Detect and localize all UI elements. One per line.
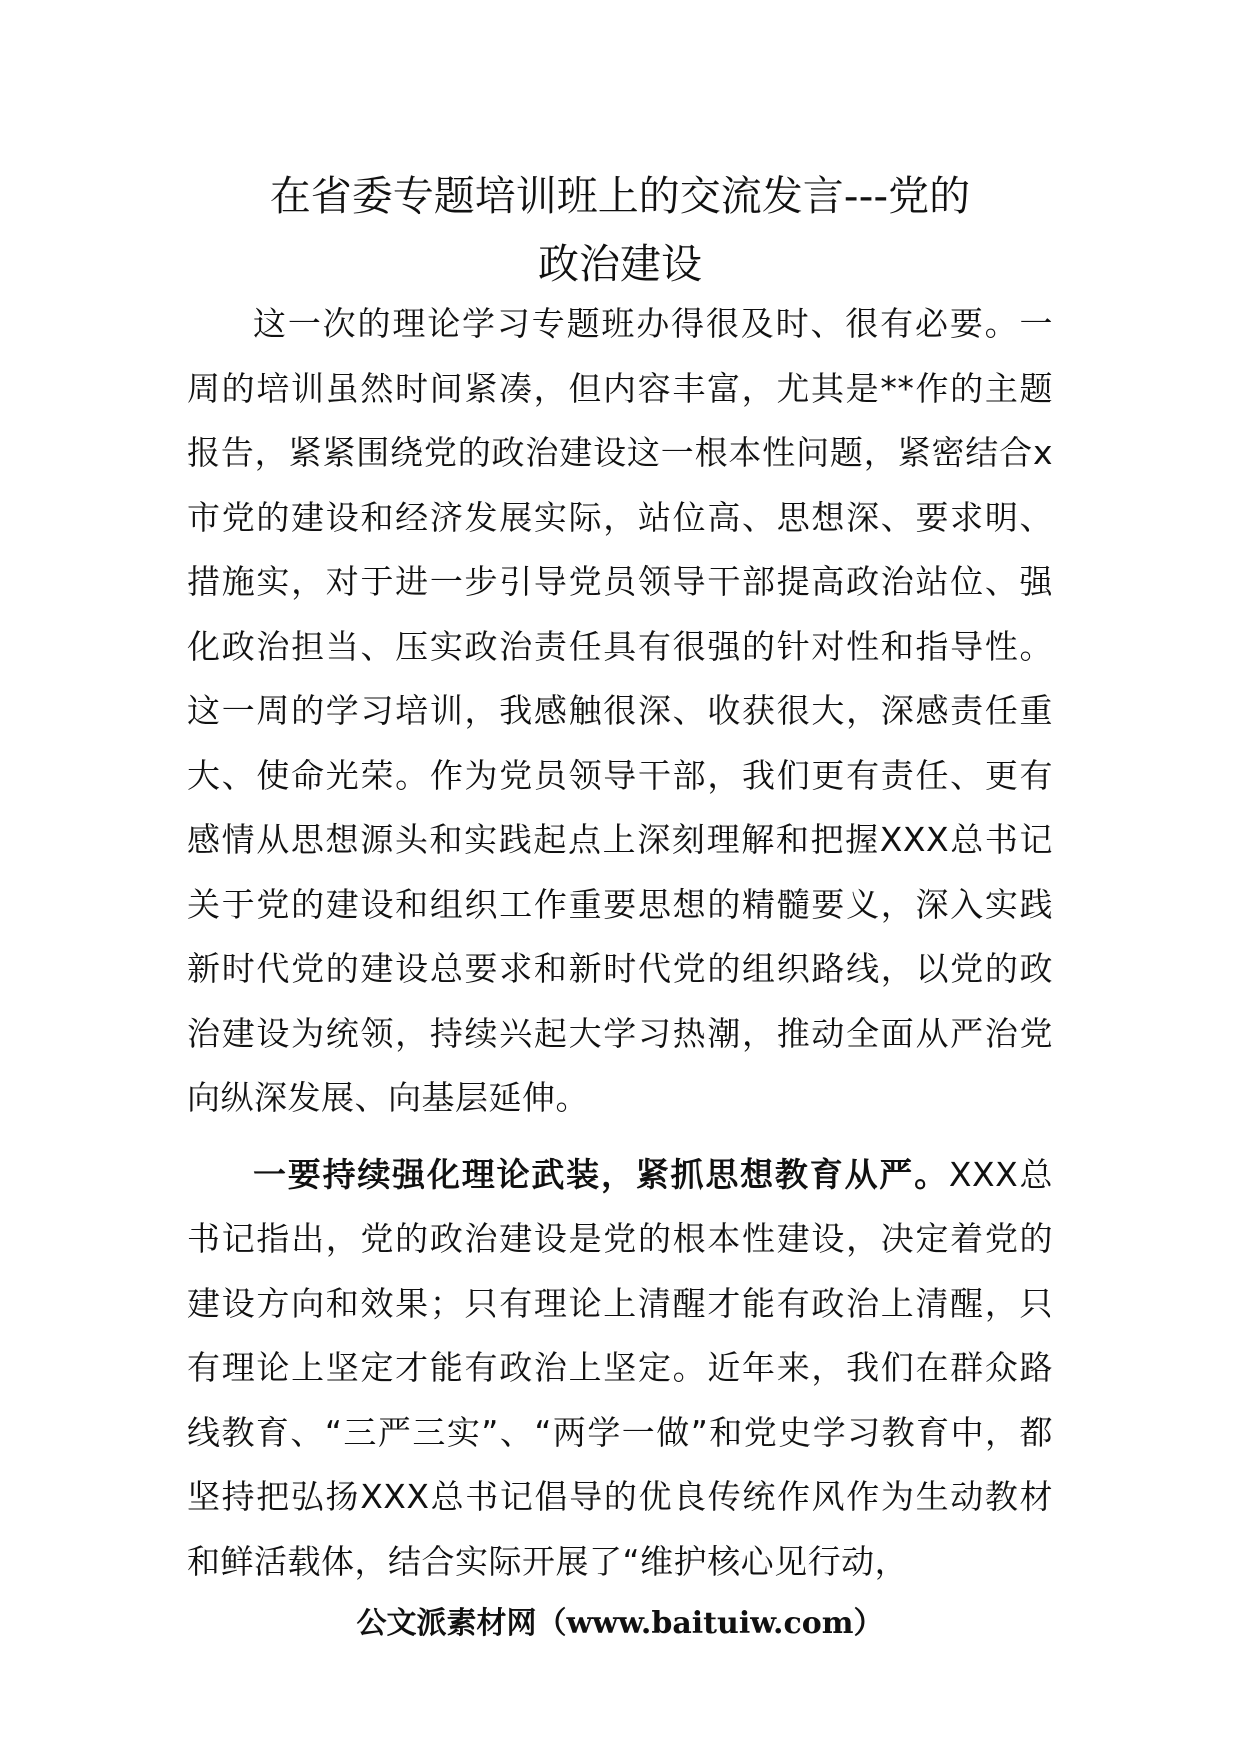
document-title xyxy=(180,162,1060,298)
document-body xyxy=(187,292,1053,1594)
paragraph-intro-text: 这一次的理论学习专题班办得很及时、很有必要。一周的培训虽然时间紧凑，但内容丰富，尤其是**作的主题报告，紧紧围绕党的政治建设这一根本性问题，紧密结合x市党的建设和经济发展实际，站位高、思想深、要求明、措施实，对于进一步引导党员领导干部提高政治站位、强化政治担当、压实政治责任具有很强的针对性和指导性。这一周的学习培训，我感触很深、收获很大，深感责任重大、使命光荣。作为党员领导干部，我们更有责任、更有感情从思想源头和实践起点上深刻理解和把握XXX总书记关于党的建设和组织工作重要思想的精髓要义，深入实践新时代党的建设总要求和新时代党的组织路线，以党的政治建设为统领，持续兴起大学习热潮，推动全面从严治党向纵深发展、向基层延伸。 xyxy=(187,304,1053,1117)
paragraph-point-one xyxy=(187,1143,1053,1595)
footer-source: 公文派素材网（www.baituiw.com） xyxy=(356,1606,884,1641)
document-title-line-2: 政治建设 xyxy=(538,240,702,288)
paragraph-intro xyxy=(187,292,1053,1131)
paragraph-point-one-text: XXX总书记指出，党的政治建设是党的根本性建设，决定着党的建设方向和效果；只有理论上清醒才能有政治上清醒，只有理论上坚定才能有政治上坚定。近年来，我们在群众路线教育、“三严三实”、“两学一做”和党史学习教育中，都坚持把弘扬XXX总书记倡导的优良传统作风作为生动教材和鲜活载体，结合实际开展了“维护核心见行动， xyxy=(187,1154,1054,1581)
document-title-line-1: 在省委专题培训班上的交流发言---党的 xyxy=(269,172,971,220)
paragraph-point-one-lead: 一要持续强化理论武装，紧抓思想教育从严。 xyxy=(253,1154,949,1194)
